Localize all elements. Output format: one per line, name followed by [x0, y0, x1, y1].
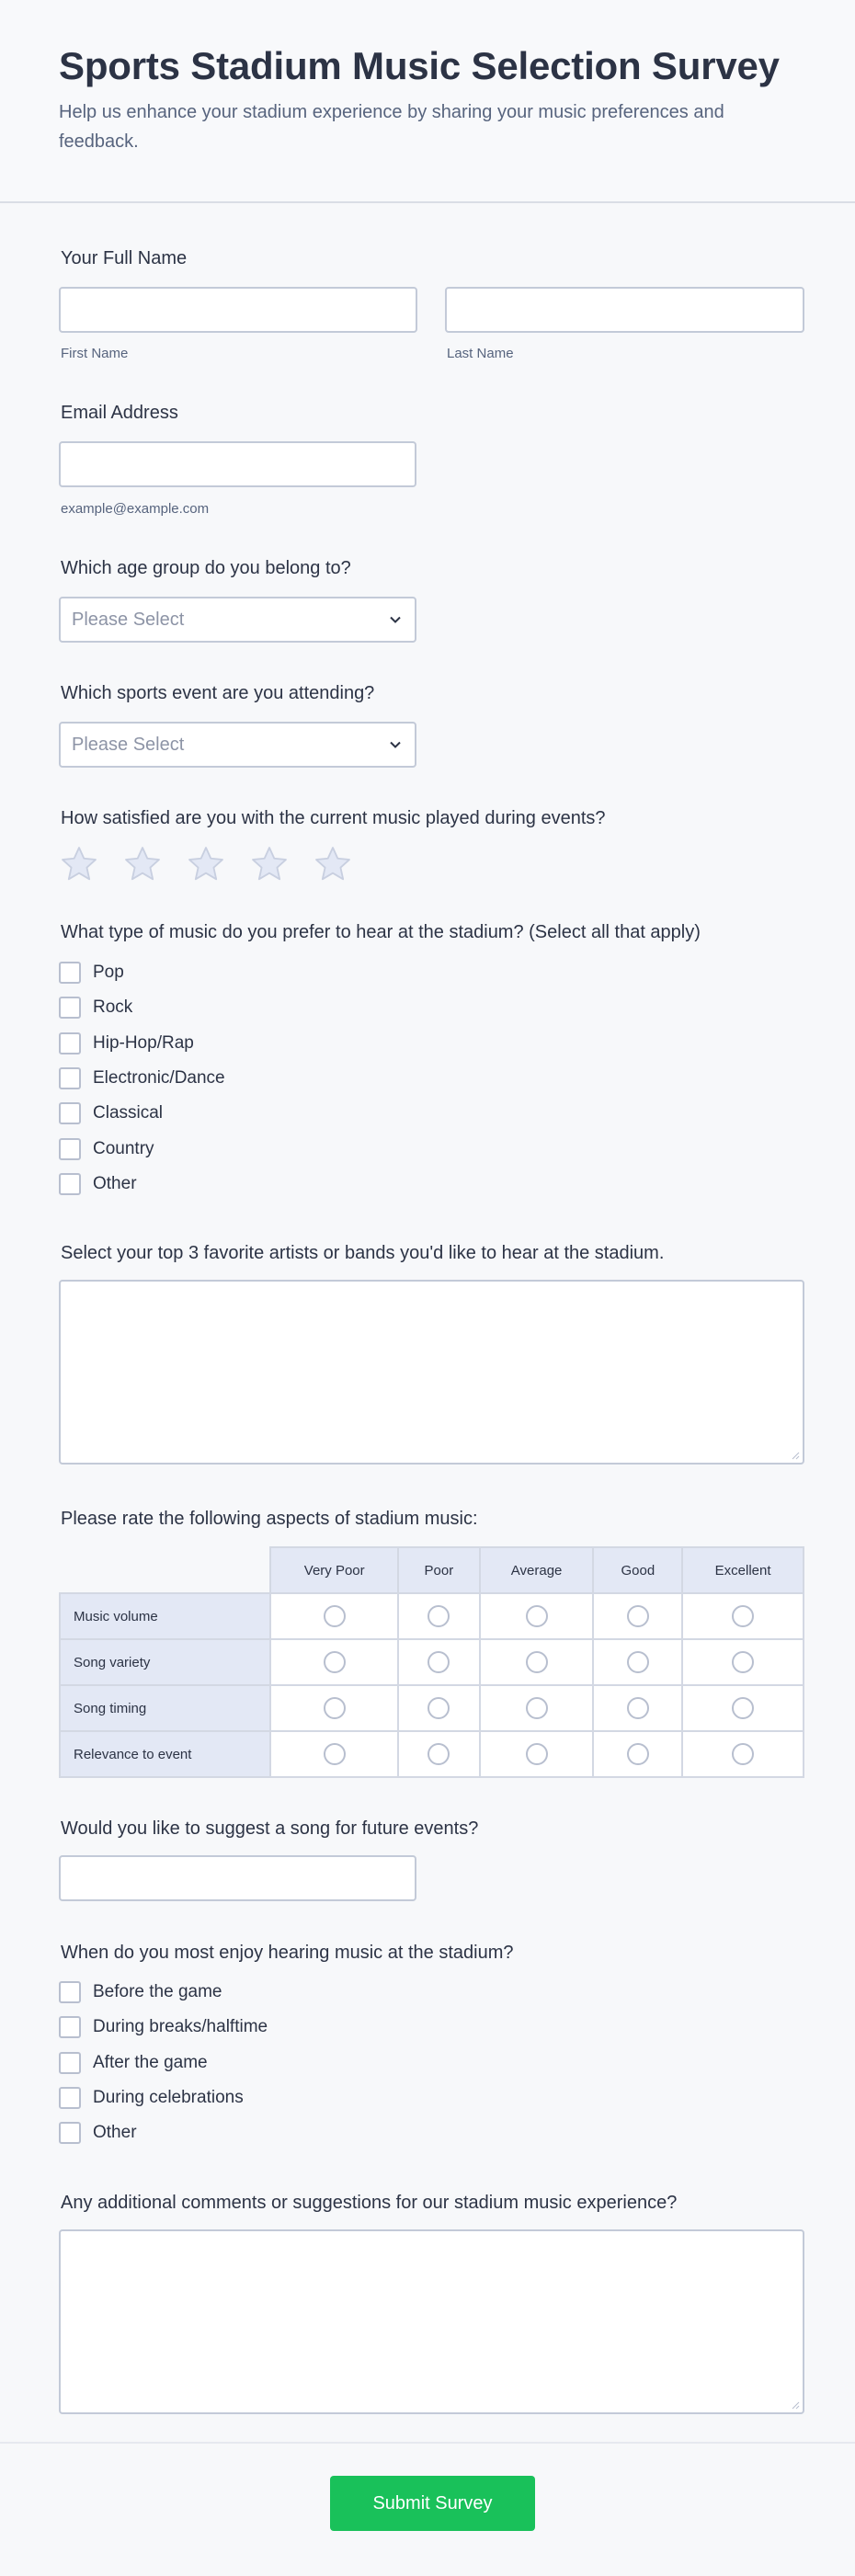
radio-button[interactable] [627, 1743, 649, 1765]
star-icon[interactable] [249, 844, 290, 884]
full-name-label: Your Full Name [61, 248, 188, 268]
radio-button[interactable] [627, 1651, 649, 1673]
matrix-column-header: Very Poor [270, 1547, 398, 1593]
rating-matrix-label: Please rate the following aspects of stadium music: [61, 1509, 478, 1529]
age-group-select[interactable] [59, 597, 416, 643]
checkbox[interactable] [59, 962, 81, 984]
music-type-option-label: Pop [93, 963, 124, 982]
enjoy-time-option-label: Before the game [93, 1982, 222, 2001]
matrix-cell [593, 1639, 682, 1685]
matrix-cell [682, 1593, 804, 1639]
matrix-corner [60, 1547, 270, 1593]
matrix-column-header: Good [593, 1547, 682, 1593]
checkbox[interactable] [59, 997, 81, 1019]
comments-textarea[interactable] [59, 2229, 804, 2414]
resize-handle-icon[interactable] [791, 2400, 800, 2410]
matrix-cell [398, 1731, 480, 1777]
music-type-option-label: Classical [93, 1103, 164, 1123]
chevron-down-icon [389, 738, 402, 751]
matrix-column-header: Excellent [682, 1547, 804, 1593]
radio-button[interactable] [526, 1605, 548, 1627]
email-sublabel: example@example.com [61, 501, 210, 517]
matrix-column-header: Average [480, 1547, 594, 1593]
chevron-down-icon [389, 613, 402, 626]
radio-button[interactable] [324, 1651, 346, 1673]
music-type-label: What type of music do you prefer to hear at the stadium? (Select all that apply) [61, 922, 701, 942]
matrix-row [60, 1685, 804, 1731]
matrix-cell [270, 1639, 398, 1685]
star-icon[interactable] [313, 844, 353, 884]
first-name-input[interactable] [59, 287, 417, 333]
music-type-option-label: Electronic/Dance [93, 1067, 225, 1088]
star-icon[interactable] [59, 844, 99, 884]
sports-event-label: Which sports event are you attending? [61, 683, 375, 703]
checkbox[interactable] [59, 2016, 81, 2038]
form-header [0, 0, 855, 203]
last-name-input[interactable] [445, 287, 804, 333]
checkbox[interactable] [59, 1067, 81, 1089]
radio-button[interactable] [732, 1697, 754, 1719]
checkbox[interactable] [59, 1173, 81, 1195]
star-icon[interactable] [186, 844, 226, 884]
matrix-cell [682, 1685, 804, 1731]
radio-button[interactable] [428, 1651, 450, 1673]
checkbox[interactable] [59, 1138, 81, 1160]
matrix-cell [398, 1593, 480, 1639]
suggest-song-label: Would you like to suggest a song for future events? [61, 1818, 479, 1839]
first-name-sublabel: First Name [61, 346, 129, 361]
matrix-row-label: Music volume [60, 1593, 270, 1639]
satisfaction-label: How satisfied are you with the current music played during events? [61, 808, 606, 828]
music-type-option-label: Hip-Hop/Rap [93, 1032, 194, 1053]
checkbox[interactable] [59, 2087, 81, 2109]
suggest-song-input[interactable] [59, 1855, 416, 1901]
radio-button[interactable] [324, 1743, 346, 1765]
radio-button[interactable] [526, 1651, 548, 1673]
sports-event-select-value: Please Select [72, 735, 185, 755]
music-type-option-label: Country [93, 1138, 154, 1158]
matrix-cell [593, 1731, 682, 1777]
sports-event-select[interactable] [59, 722, 416, 768]
radio-button[interactable] [732, 1743, 754, 1765]
matrix-cell [682, 1731, 804, 1777]
matrix-cell [398, 1685, 480, 1731]
comments-label: Any additional comments or suggestions for our stadium music experience? [61, 2193, 678, 2213]
radio-button[interactable] [324, 1697, 346, 1719]
radio-button[interactable] [428, 1605, 450, 1627]
music-type-option-label: Other [93, 1173, 137, 1193]
radio-button[interactable] [627, 1605, 649, 1627]
enjoy-time-option-label: During breaks/halftime [93, 2017, 268, 2037]
matrix-cell [480, 1685, 594, 1731]
artists-textarea[interactable] [59, 1280, 804, 1465]
matrix-cell [398, 1639, 480, 1685]
matrix-cell [270, 1685, 398, 1731]
page-subtitle: Help us enhance your stadium experience by sharing your music preferences and feedback. [59, 102, 724, 152]
radio-button[interactable] [428, 1697, 450, 1719]
matrix-row-label: Relevance to event [60, 1731, 270, 1777]
last-name-sublabel: Last Name [447, 346, 514, 361]
matrix-cell [270, 1593, 398, 1639]
artists-label: Select your top 3 favorite artists or bands you'd like to hear at the stadium. [61, 1243, 665, 1263]
checkbox[interactable] [59, 2052, 81, 2074]
age-group-select-value: Please Select [72, 610, 185, 630]
resize-handle-icon[interactable] [791, 1451, 800, 1460]
checkbox[interactable] [59, 2122, 81, 2144]
enjoy-time-label: When do you most enjoy hearing music at the stadium? [61, 1943, 514, 1963]
checkbox[interactable] [59, 1102, 81, 1124]
matrix-cell [270, 1731, 398, 1777]
checkbox[interactable] [59, 1032, 81, 1054]
star-icon[interactable] [122, 844, 163, 884]
rating-matrix [59, 1546, 804, 1778]
enjoy-time-option-label: During celebrations [93, 2087, 244, 2107]
checkbox[interactable] [59, 1981, 81, 2003]
matrix-row-label: Song variety [60, 1639, 270, 1685]
matrix-cell [480, 1731, 594, 1777]
radio-button[interactable] [732, 1605, 754, 1627]
matrix-row [60, 1593, 804, 1639]
music-type-option-label: Rock [93, 997, 133, 1018]
matrix-cell [480, 1593, 594, 1639]
radio-button[interactable] [428, 1743, 450, 1765]
matrix-cell [682, 1639, 804, 1685]
enjoy-time-option-label: Other [93, 2123, 137, 2143]
matrix-cell [480, 1639, 594, 1685]
email-input[interactable] [59, 441, 416, 487]
radio-button[interactable] [324, 1605, 346, 1627]
submit-button[interactable]: Submit Survey [330, 2476, 535, 2531]
radio-button[interactable] [526, 1743, 548, 1765]
radio-button[interactable] [732, 1651, 754, 1673]
email-label: Email Address [61, 403, 178, 423]
age-group-label: Which age group do you belong to? [61, 558, 351, 578]
matrix-cell [593, 1593, 682, 1639]
enjoy-time-option-label: After the game [93, 2052, 208, 2072]
matrix-cell [593, 1685, 682, 1731]
matrix-row [60, 1639, 804, 1685]
matrix-column-header: Poor [398, 1547, 480, 1593]
matrix-row [60, 1731, 804, 1777]
radio-button[interactable] [526, 1697, 548, 1719]
page-title: Sports Stadium Music Selection Survey [59, 44, 780, 87]
matrix-row-label: Song timing [60, 1685, 270, 1731]
radio-button[interactable] [627, 1697, 649, 1719]
